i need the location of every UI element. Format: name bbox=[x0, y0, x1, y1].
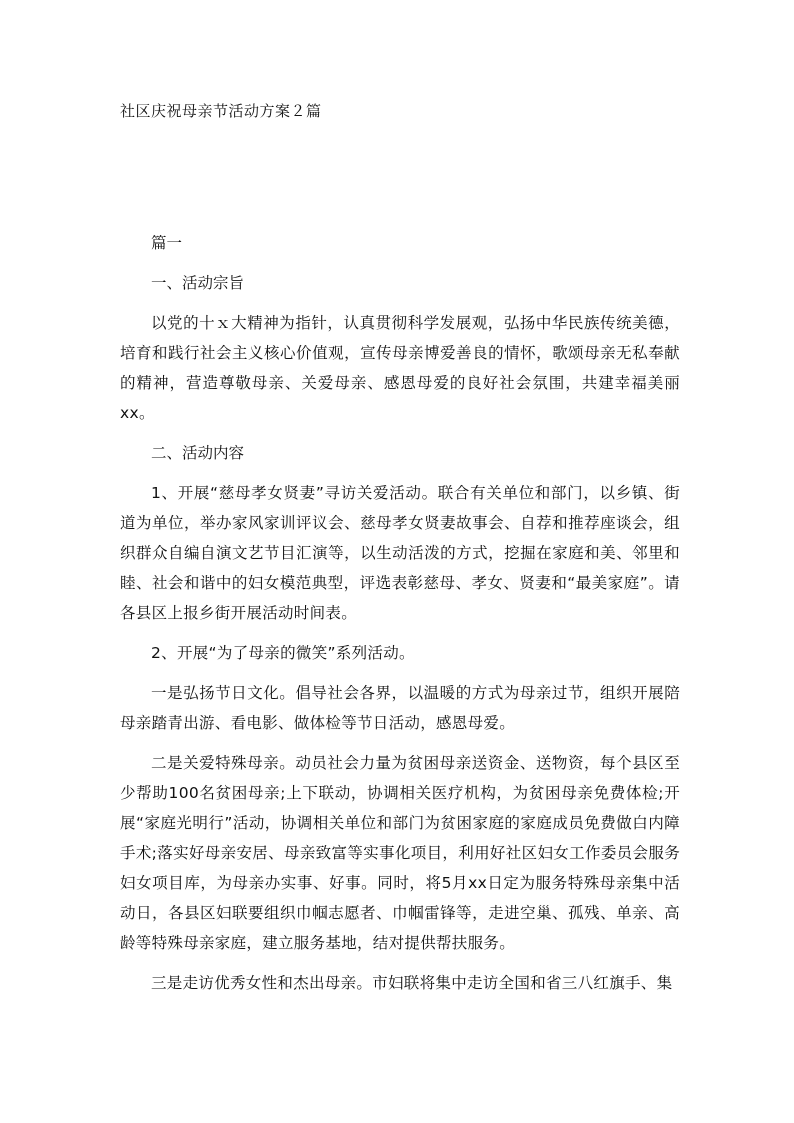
paragraph-purpose: 以党的十ｘ大精神为指针，认真贯彻科学发展观，弘扬中华民族传统美德，培育和践行社会主义核心价值观，宣传母亲博爱善良的情怀，歌颂母亲无私奉献的精神，营造尊敬母亲、关爱母亲、感恩母爱的良好社会氛围，共建幸福美丽xx。 bbox=[120, 314, 680, 422]
paragraph-item-1: 1、开展“慈母孝女贤妻”寻访关爱活动。联合有关单位和部门，以乡镇、街道为单位，举办家风家训评议会、慈母孝女贤妻故事会、自荐和推荐座谈会，组织群众自编自演文艺节目汇演等，以生动活泼的方式，挖掘在家庭和美、邻里和睦、社会和谐中的妇女模范典型，评选表彰慈母、孝女、贤妻和“最美家庭”。请各县区上报乡街开展活动时间表。 bbox=[120, 484, 680, 622]
paragraph-item-2: 2、开展“为了母亲的微笑”系列活动。 bbox=[151, 644, 415, 662]
section-title: 篇一 bbox=[151, 234, 183, 252]
heading-activity-purpose: 一、活动宗旨 bbox=[151, 274, 245, 292]
heading-activity-content: 二、活动内容 bbox=[151, 444, 245, 462]
paragraph-outstanding-women: 三是走访优秀女性和杰出母亲。市妇联将集中走访全国和省三八红旗手、集 bbox=[151, 974, 673, 992]
document-title: 社区庆祝母亲节活动方案２篇 bbox=[120, 102, 322, 120]
paragraph-festival-culture: 一是弘扬节日文化。倡导社会各界，以温暖的方式为母亲过节，组织开展陪母亲踏青出游、看电影、做体检等节日活动，感恩母爱。 bbox=[120, 684, 680, 732]
document-body bbox=[120, 228, 680, 1008]
paragraph-special-mothers: 二是关爱特殊母亲。动员社会力量为贫困母亲送资金、送物资，每个县区至少帮助100名贫困母亲;上下联动，协调相关医疗机构，为贫困母亲免费体检;开展“家庭光明行”活动，协调相关单位和部门为贫困家庭的家庭成员免费做白内障手术;落实好母亲安居、母亲致富等实事化项目，利用好社区妇女工作委员会服务妇女项目库，为母亲办实事、好事。同时，将5月xx日定为服务特殊母亲集中活动日，各县区妇联要组织巾帼志愿者、巾帼雷锋等，走进空巢、孤残、单亲、高龄等特殊母亲家庭，建立服务基地，结对提供帮扶服务。 bbox=[120, 754, 680, 952]
